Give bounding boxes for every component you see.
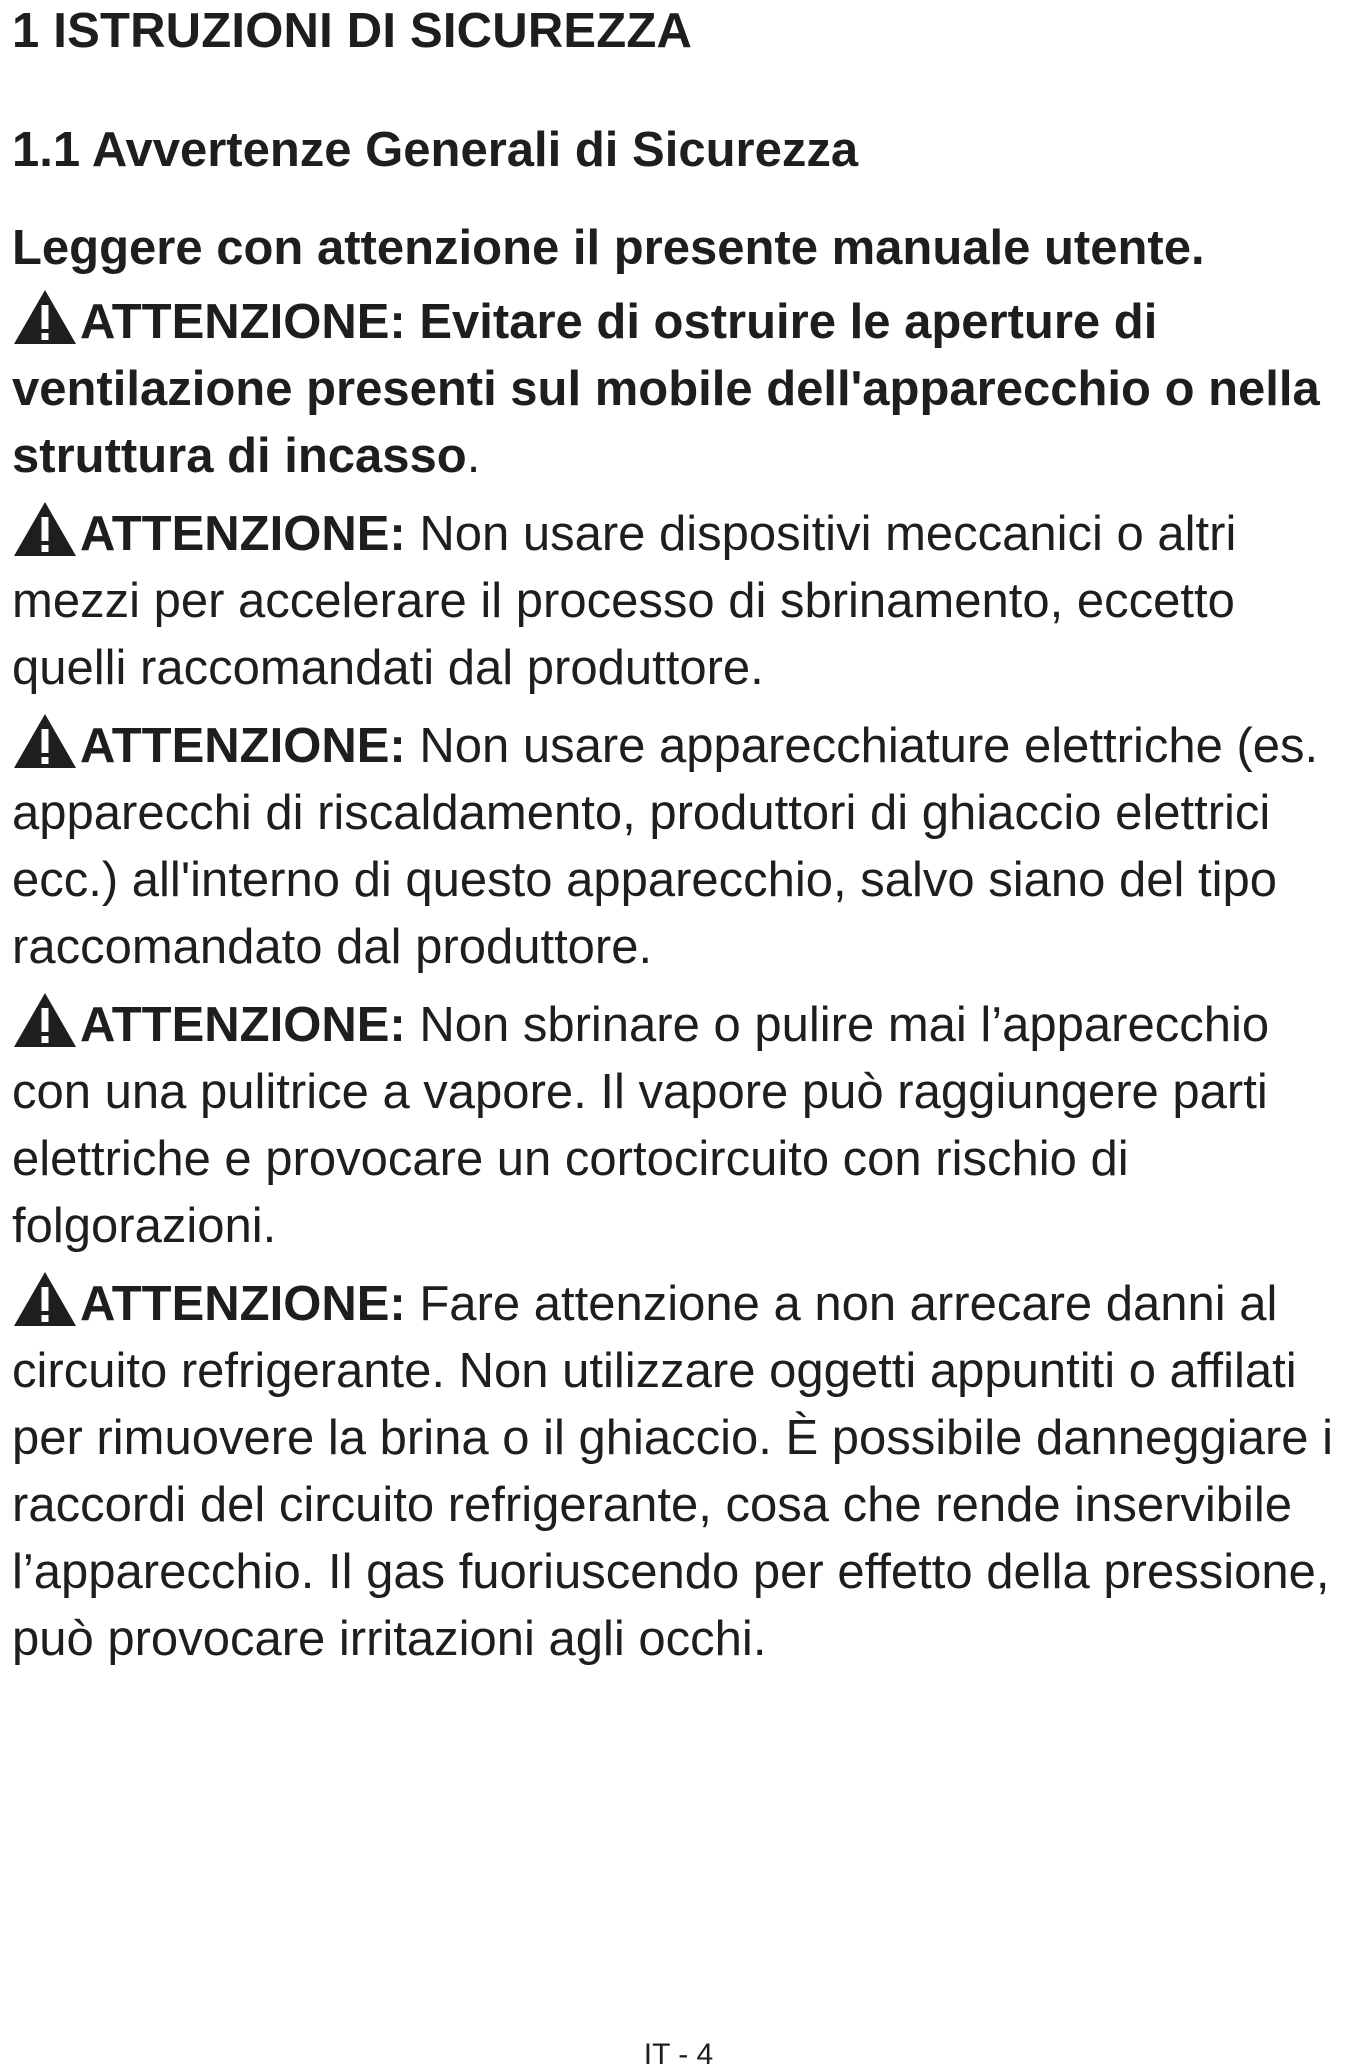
warning-label: ATTENZIONE: [80, 1277, 406, 1331]
warning-label: ATTENZIONE: [80, 998, 406, 1052]
warning-triangle-icon [12, 712, 78, 770]
warning-text-end: . [466, 429, 481, 483]
page-number: IT - 4 [643, 2038, 714, 2071]
section-title: 1 ISTRUZIONI DI SICUREZZA [12, 4, 693, 58]
intro-text: Leggere con attenzione il presente manuale utente. [12, 221, 1205, 275]
warning-label: ATTENZIONE: [80, 507, 406, 561]
subsection-title: 1.1 Avvertenze Generali di Sicurezza [12, 123, 859, 177]
warning-text: Non usare apparecchiature elettriche (es. apparecchi di riscaldamento, produttori di ghiaccio elettrici ecc.) all'interno di questo apparecchio, salvo siano del tipo raccomandato dal produttore. [12, 719, 1319, 974]
warning-triangle-icon [12, 991, 78, 1049]
warning-label: ATTENZIONE: [80, 719, 406, 773]
warning-triangle-icon [12, 288, 78, 346]
warning-paragraph-5 [12, 1270, 1352, 1673]
warning-triangle-icon [12, 1270, 78, 1328]
warning-text: Non usare dispositivi meccanici o altri mezzi per accelerare il processo di sbrinamento, eccetto quelli raccomandati dal produttore. [12, 507, 1237, 695]
warning-text: Evitare di ostruire le aperture di ventilazione presenti sul mobile dell'apparecchio o nella struttura di incasso [12, 295, 1320, 483]
warning-paragraph-4 [12, 991, 1352, 1260]
warning-paragraph-1 [12, 288, 1352, 490]
warning-paragraph-2 [12, 500, 1352, 702]
warning-paragraph-3 [12, 712, 1352, 981]
warning-text: Fare attenzione a non arrecare danni al circuito refrigerante. Non utilizzare oggetti appuntiti o affilati per rimuovere la brina o il ghiaccio. È possibile danneggiare i raccordi del circuito refrigerante, cosa che rende inservibile l’apparecchio. Il gas fuoriuscendo per effetto della pressione, può provocare irritazioni agli occhi. [12, 1277, 1334, 1666]
warning-label: ATTENZIONE: [80, 295, 406, 349]
document-page [12, 0, 1352, 1673]
warning-triangle-icon [12, 500, 78, 558]
warning-text: Non sbrinare o pulire mai l’apparecchio con una pulitrice a vapore. Il vapore può raggiungere parti elettriche e provocare un cortocircuito con rischio di folgorazioni. [12, 998, 1270, 1253]
